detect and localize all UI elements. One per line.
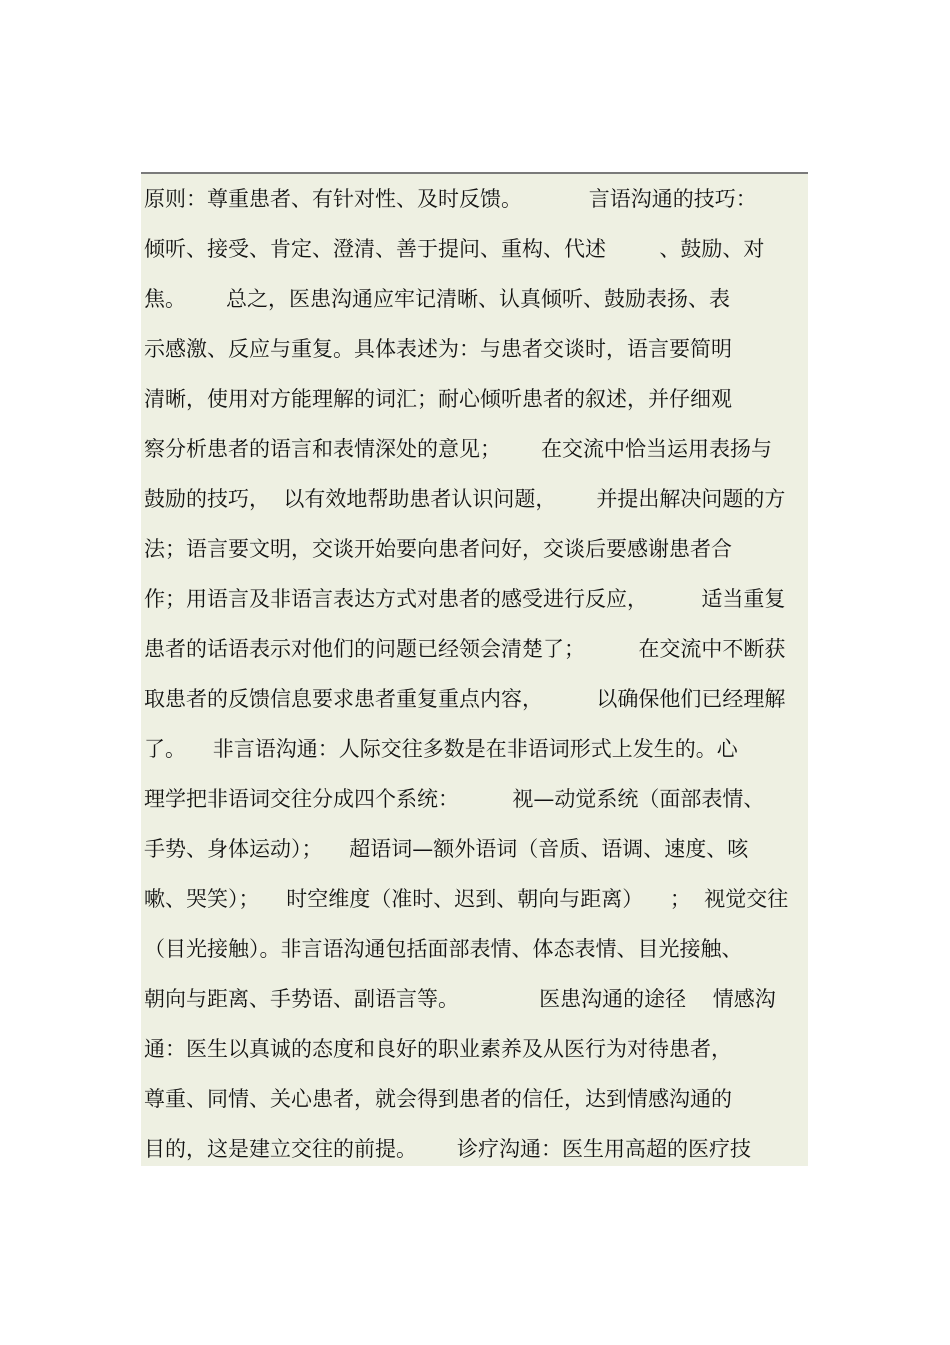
text-line: 原则：尊重患者、有针对性、及时反馈。 言语沟通的技巧： bbox=[144, 187, 757, 211]
text-line: 示感激、反应与重复。具体表述为：与患者交谈时，语言要简明 bbox=[144, 337, 732, 361]
text-line: 取患者的反馈信息要求患者重复重点内容， 以确保他们已经理解 bbox=[144, 687, 786, 711]
text-line: 通：医生以真诚的态度和良好的职业素养及从医行为对待患者， bbox=[144, 1037, 732, 1061]
text-line: 理学把非语词交往分成四个系统： 视—动觉系统（面部表情、 bbox=[144, 787, 765, 811]
text-line: 察分析患者的语言和表情深处的意见； 在交流中恰当运用表扬与 bbox=[144, 437, 773, 461]
text-line: 清晰，使用对方能理解的词汇；耐心倾听患者的叙述，并仔细观 bbox=[144, 387, 732, 411]
text-line: 焦。 总之，医患沟通应牢记清晰、认真倾听、鼓励表扬、表 bbox=[144, 287, 731, 311]
text-line: 了。 非言语沟通：人际交往多数是在非语词形式上发生的。心 bbox=[144, 737, 738, 761]
text-line: 倾听、接受、肯定、澄清、善于提问、重构、代述 、鼓励、对 bbox=[144, 237, 765, 261]
text-line: 尊重、同情、关心患者，就会得到患者的信任，达到情感沟通的 bbox=[144, 1087, 732, 1111]
text-line: （目光接触）。非言语沟通包括面部表情、体态表情、目光接触、 bbox=[144, 937, 743, 961]
text-line: 法；语言要文明，交谈开始要向患者问好，交谈后要感谢患者合 bbox=[144, 537, 732, 561]
text-line: 嗽、哭笑）； 时空维度（准时、迟到、朝向与距离） ； 视觉交往 bbox=[144, 887, 789, 911]
text-line: 鼓励的技巧， 以有效地帮助患者认识问题， 并提出解决问题的方 bbox=[144, 487, 786, 511]
text-line: 患者的话语表示对他们的问题已经领会清楚了； 在交流中不断获 bbox=[144, 637, 786, 661]
document-panel bbox=[141, 172, 808, 1166]
text-line: 手势、身体运动）； 超语词—额外语词（音质、语调、速度、咳 bbox=[144, 837, 749, 861]
text-line: 目的，这是建立交往的前提。 诊疗沟通：医生用高超的医疗技 bbox=[144, 1137, 752, 1161]
text-line: 朝向与距离、手势语、副语言等。 医患沟通的途径 情感沟 bbox=[144, 987, 776, 1011]
text-line: 作；用语言及非语言表达方式对患者的感受进行反应， 适当重复 bbox=[144, 587, 786, 611]
